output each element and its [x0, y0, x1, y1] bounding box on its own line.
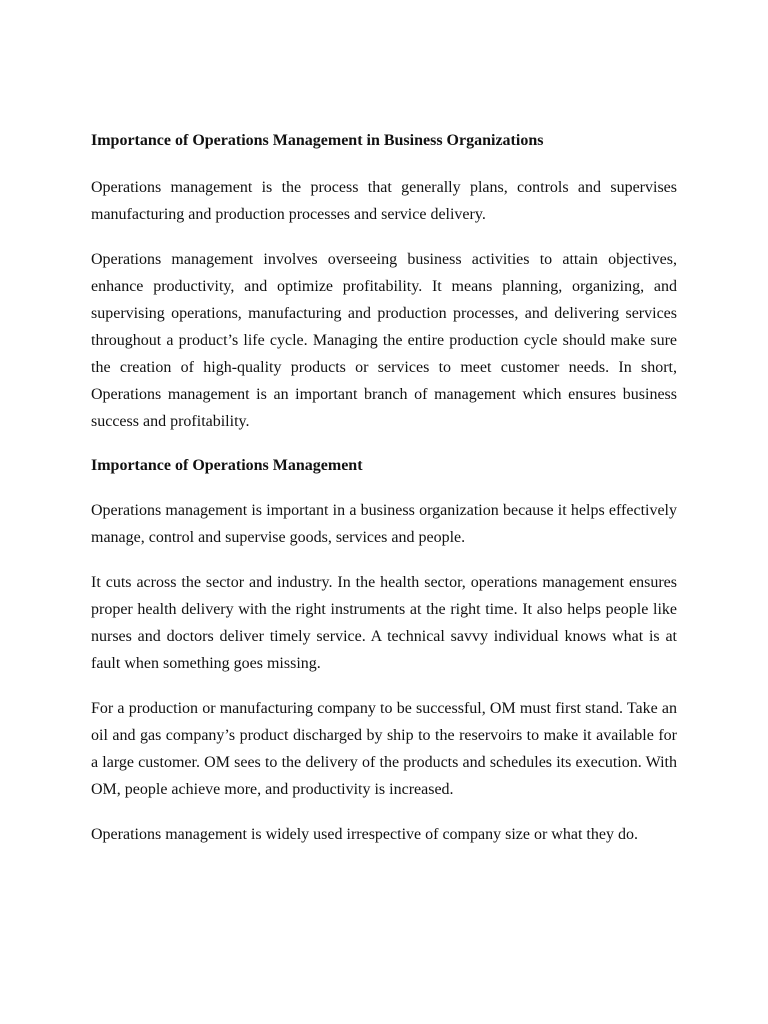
section-paragraph-2: It cuts across the sector and industry. In the health sector, operations management ensures proper health delivery with the right instruments at the right time. It also helps people like nurses and doctors deliver timely service. A technical savvy individual knows what is at fault when something goes missing. [91, 574, 677, 672]
section-paragraph-3: For a production or manufacturing company to be successful, OM must first stand. Take an oil and gas company’s product discharged by ship to the reservoirs to make it available for a large customer. OM sees to the delivery of the products and schedules its execution. With OM, people achieve more, and productivity is increased. [91, 700, 677, 798]
section-paragraph-4: Operations management is widely used irrespective of company size or what they do. [91, 826, 638, 843]
intro-paragraph-1: Operations management is the process that generally plans, controls and supervises manufacturing and production processes and service delivery. [91, 179, 677, 223]
document-body [91, 128, 677, 866]
intro-paragraph-2: Operations management involves overseeing business activities to attain objectives, enhance productivity, and optimize profitability. It means planning, organizing, and supervising operations, manufacturing and production processes, and delivering services throughout a product’s life cycle. Managing the entire production cycle should make sure the creation of high-quality products or services to meet customer needs. In short, Operations management is an important branch of management which ensures business success and profitability. [91, 251, 677, 430]
section-paragraph-1: Operations management is important in a business organization because it helps effectively manage, control and supervise goods, services and people. [91, 502, 677, 546]
section-heading: Importance of Operations Management [91, 457, 363, 474]
document-title: Importance of Operations Management in Business Organizations [91, 132, 544, 149]
